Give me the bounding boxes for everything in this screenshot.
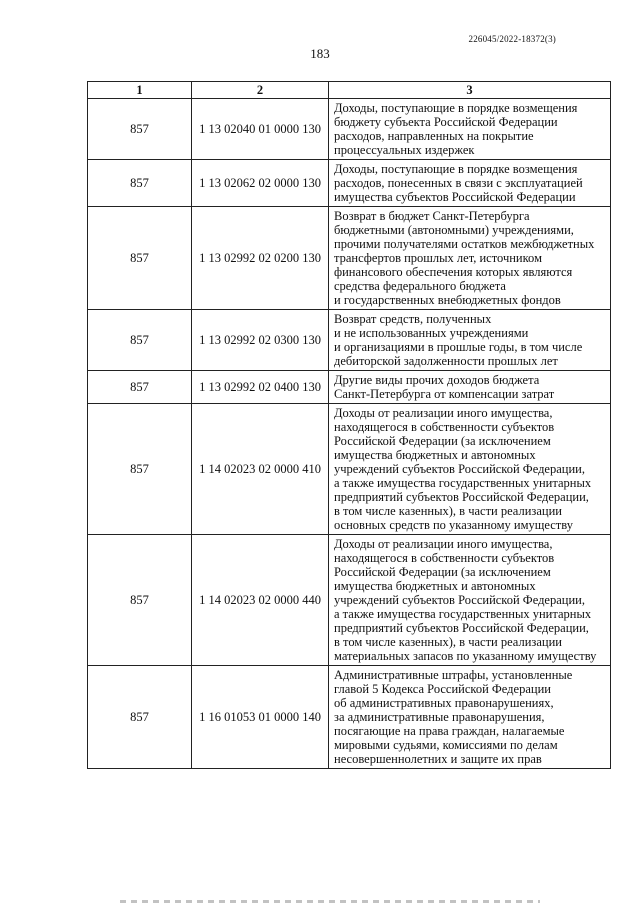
admin-code-cell: 857 xyxy=(88,666,192,769)
description-line: предприятий субъектов Российской Федерации, xyxy=(334,490,589,504)
description-line: расходов, направленных на покрытие xyxy=(334,129,534,143)
table-row xyxy=(88,310,611,371)
description-line: финансового обеспечения которых являются xyxy=(334,265,573,279)
description-line: Возврат средств, полученных xyxy=(334,312,492,326)
description-line: в том числе казенных), в части реализации xyxy=(334,635,562,649)
description-line: бюджету субъекта Российской Федерации xyxy=(334,115,558,129)
income-description-cell xyxy=(329,160,611,207)
income-description-cell xyxy=(329,310,611,371)
description-line: Доходы от реализации иного имущества, xyxy=(334,406,553,420)
description-line: дебиторской задолженности прошлых лет xyxy=(334,354,558,368)
description-line: мировыми судьями, комиссиями по делам xyxy=(334,738,558,752)
description-line: за административные правонарушения, xyxy=(334,710,545,724)
admin-code-cell: 857 xyxy=(88,535,192,666)
income-description-cell xyxy=(329,535,611,666)
description-line: учреждений субъектов Российской Федерации, xyxy=(334,593,585,607)
description-line: об административных правонарушениях, xyxy=(334,696,554,710)
description-line: Возврат в бюджет Санкт-Петербурга xyxy=(334,209,530,223)
budget-classification-code-cell: 1 13 02992 02 0300 130 xyxy=(192,310,329,371)
description-line: Российской Федерации (за исключением xyxy=(334,565,551,579)
description-line: учреждений субъектов Российской Федерации, xyxy=(334,462,585,476)
table-body xyxy=(88,99,611,769)
description-line: предприятий субъектов Российской Федерации, xyxy=(334,621,589,635)
description-line: несовершеннолетних и защите их прав xyxy=(334,752,542,766)
budget-classification-code-cell: 1 13 02040 01 0000 130 xyxy=(192,99,329,160)
description-line: Санкт-Петербурга от компенсации затрат xyxy=(334,387,555,401)
description-line: основных средств по указанному имуществу xyxy=(334,518,573,532)
description-line: Доходы, поступающие в порядке возмещения xyxy=(334,162,578,176)
description-line: и организациями в прошлые годы, в том числе xyxy=(334,340,583,354)
table-row xyxy=(88,160,611,207)
admin-code-cell: 857 xyxy=(88,99,192,160)
description-line: и не использованных учреждениями xyxy=(334,326,529,340)
description-line: расходов, понесенных в связи с эксплуатацией xyxy=(334,176,583,190)
admin-code-cell: 857 xyxy=(88,371,192,404)
admin-code-cell: 857 xyxy=(88,207,192,310)
description-line: а также имущества государственных унитарных xyxy=(334,476,592,490)
income-description-cell xyxy=(329,404,611,535)
table-row xyxy=(88,404,611,535)
budget-classification-code-cell: 1 16 01053 01 0000 140 xyxy=(192,666,329,769)
description-line: а также имущества государственных унитарных xyxy=(334,607,592,621)
description-line: имущества бюджетных и автономных xyxy=(334,579,536,593)
budget-classification-code-cell: 1 14 02023 02 0000 440 xyxy=(192,535,329,666)
description-line: Доходы от реализации иного имущества, xyxy=(334,537,553,551)
admin-code-cell: 857 xyxy=(88,160,192,207)
description-line: Административные штрафы, установленные xyxy=(334,668,573,682)
description-line: находящегося в собственности субъектов xyxy=(334,420,555,434)
description-line: процессуальных издержек xyxy=(334,143,475,157)
description-line: бюджетными (автономными) учреждениями, xyxy=(334,223,574,237)
description-line: трансфертов прошлых лет, источником xyxy=(334,251,542,265)
description-line: и государственных внебюджетных фондов xyxy=(334,293,561,307)
budget-classification-code-cell: 1 14 02023 02 0000 410 xyxy=(192,404,329,535)
table-row xyxy=(88,371,611,404)
description-line: находящегося в собственности субъектов xyxy=(334,551,555,565)
column-header-3: 3 xyxy=(329,82,611,99)
table-header-row xyxy=(88,82,611,99)
table-row xyxy=(88,99,611,160)
footer-scan-artifact xyxy=(120,900,540,903)
admin-code-cell: 857 xyxy=(88,404,192,535)
income-description-cell xyxy=(329,666,611,769)
income-description-cell xyxy=(329,99,611,160)
budget-codes-table xyxy=(87,81,611,769)
description-line: Доходы, поступающие в порядке возмещения xyxy=(334,101,578,115)
description-line: Российской Федерации (за исключением xyxy=(334,434,551,448)
document-id: 226045/2022-18372(3) xyxy=(468,34,556,44)
description-line: имущества бюджетных и автономных xyxy=(334,448,536,462)
description-line: прочими получателями остатков межбюджетных xyxy=(334,237,595,251)
description-line: материальных запасов по указанному имуществу xyxy=(334,649,597,663)
column-header-2: 2 xyxy=(192,82,329,99)
description-line: средства федерального бюджета xyxy=(334,279,506,293)
column-header-1: 1 xyxy=(88,82,192,99)
description-line: Другие виды прочих доходов бюджета xyxy=(334,373,540,387)
description-line: посягающие на права граждан, налагаемые xyxy=(334,724,565,738)
admin-code-cell: 857 xyxy=(88,310,192,371)
description-line: имущества субъектов Российской Федерации xyxy=(334,190,576,204)
description-line: главой 5 Кодекса Российской Федерации xyxy=(334,682,551,696)
budget-classification-code-cell: 1 13 02992 02 0200 130 xyxy=(192,207,329,310)
income-description-cell xyxy=(329,371,611,404)
table-row xyxy=(88,535,611,666)
table-row xyxy=(88,666,611,769)
table-row xyxy=(88,207,611,310)
page-number: 183 xyxy=(310,46,330,61)
budget-classification-code-cell: 1 13 02992 02 0400 130 xyxy=(192,371,329,404)
income-description-cell xyxy=(329,207,611,310)
budget-classification-code-cell: 1 13 02062 02 0000 130 xyxy=(192,160,329,207)
description-line: в том числе казенных), в части реализации xyxy=(334,504,562,518)
